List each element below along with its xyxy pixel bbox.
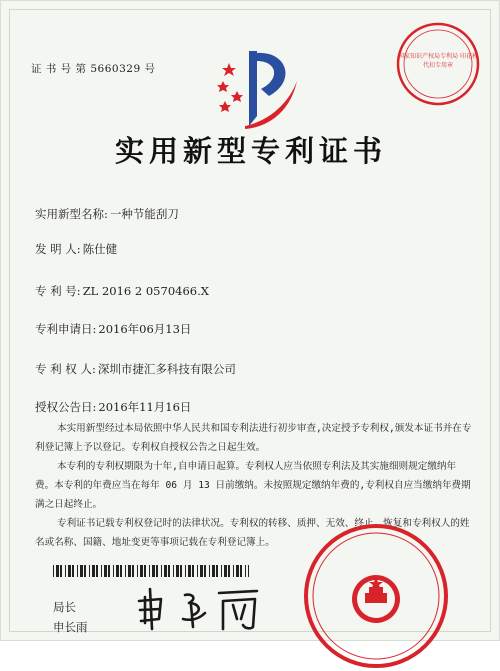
barcode-bar — [221, 565, 222, 577]
barcode-bar — [168, 565, 170, 577]
barcode-bar — [68, 565, 71, 577]
barcode-bar — [173, 565, 174, 577]
field-label: 实用新型名称: — [35, 207, 108, 221]
barcode-bar — [113, 565, 114, 577]
field-label: 发 明 人: — [35, 242, 81, 256]
barcode-bar — [65, 565, 66, 577]
certificate-number — [31, 61, 155, 76]
barcode-bar — [96, 565, 98, 577]
barcode-bar — [161, 565, 162, 577]
field-value: 陈仕健 — [82, 242, 118, 256]
body-paragraph-1: 本实用新型经过本局依照中华人民共和国专利法进行初步审查,决定授予专利权,颁发本证书并在专利登记簿上予以登记。专利权自授权公告之日起生效。 — [35, 423, 472, 453]
field-application-date — [35, 321, 191, 337]
barcode-bar — [149, 565, 150, 577]
logo-blue-curve — [257, 53, 286, 96]
field-utility-model-name — [35, 206, 179, 222]
barcode-bar — [200, 565, 203, 577]
barcode-bar — [132, 565, 134, 577]
logo-blue-arc — [249, 51, 257, 126]
official-seal-text-arc — [301, 523, 451, 563]
barcode-bar — [137, 565, 138, 577]
barcode-bar — [212, 565, 215, 577]
director-title: 局长 — [53, 600, 76, 614]
barcode-bar — [192, 565, 194, 577]
barcode-bar — [56, 565, 59, 577]
barcode-bar — [116, 565, 119, 577]
barcode-bar — [228, 565, 230, 577]
barcode-bar — [144, 565, 146, 577]
body-paragraph-3: 专利证书记载专利权登记时的法律状况。专利权的转移、质押、无效、终止、恢复和专利权人的姓名或名称、国籍、地址变更等事项记载在专利登记簿上。 — [35, 518, 470, 548]
barcode-bar — [89, 565, 90, 577]
barcode-bar — [164, 565, 167, 577]
barcode-bar — [209, 565, 210, 577]
barcode-bar — [101, 565, 102, 577]
barcode-bar — [204, 565, 206, 577]
field-value: 2016年06月13日 — [98, 322, 192, 336]
barcode-bar — [125, 565, 126, 577]
barcode-bar — [236, 565, 239, 577]
barcode-bar — [72, 565, 74, 577]
barcode-bar — [156, 565, 158, 577]
barcode-bar — [128, 565, 131, 577]
field-label: 专利申请日: — [35, 322, 97, 336]
field-grant-date — [35, 399, 191, 415]
barcode-bar — [53, 565, 54, 577]
director-signature — [133, 583, 283, 633]
field-inventor — [35, 241, 117, 257]
certificate-number-value: 5660329 — [90, 63, 141, 75]
logo-stars — [217, 63, 243, 112]
barcode-bar — [80, 565, 83, 577]
barcode-bar — [180, 565, 182, 577]
barcode-bar — [185, 565, 186, 577]
field-value: 深圳市捷汇多科技有限公司 — [97, 362, 236, 376]
barcode-bar — [197, 565, 198, 577]
barcode-bar — [140, 565, 143, 577]
barcode-bar — [108, 565, 110, 577]
director-name: 申长雨 — [53, 620, 88, 634]
body-paragraph-2: 本专利的专利权期限为十年,自申请日起算。专利权人应当依照专利法及其实施细则规定缴纳年费。本专利的年费应当在每年 06 月 13 日前缴纳。未按照规定缴纳年费的,专利权自应当缴纳年费期满之日起终止。 — [35, 461, 471, 510]
barcode-bar — [84, 565, 86, 577]
field-value: 一种节能刮刀 — [109, 207, 179, 221]
field-value: ZL 2016 2 0570466.X — [82, 284, 209, 298]
barcode-bar — [120, 565, 122, 577]
barcode-bar — [233, 565, 234, 577]
certificate-number-suffix: 号 — [144, 63, 156, 75]
field-patentee — [35, 361, 236, 377]
certificate-title: 实用新型专利证书 — [114, 134, 387, 168]
field-label: 授权公告日: — [35, 400, 97, 414]
barcode — [53, 565, 249, 577]
barcode-bar — [248, 565, 249, 577]
barcode-bar — [152, 565, 155, 577]
patent-office-logo — [209, 41, 309, 131]
barcode-bar — [92, 565, 95, 577]
national-emblem — [352, 575, 400, 623]
barcode-bar — [245, 565, 246, 577]
tax-seal-text: 国家知识产权局专利局 印花税 代扣专用章 — [398, 53, 478, 69]
barcode-bar — [60, 565, 62, 577]
field-patent-number — [35, 283, 209, 299]
barcode-bar — [188, 565, 191, 577]
field-label: 专 利 权 人: — [35, 362, 96, 376]
barcode-bar — [104, 565, 107, 577]
barcode-bar — [176, 565, 179, 577]
barcode-bar — [224, 565, 227, 577]
barcode-bar — [240, 565, 242, 577]
field-label: 专 利 号: — [35, 284, 81, 298]
barcode-bar — [77, 565, 78, 577]
field-value: 2016年11月16日 — [98, 400, 192, 414]
barcode-bar — [216, 565, 218, 577]
certificate-number-label: 证 书 号 第 — [31, 63, 87, 75]
